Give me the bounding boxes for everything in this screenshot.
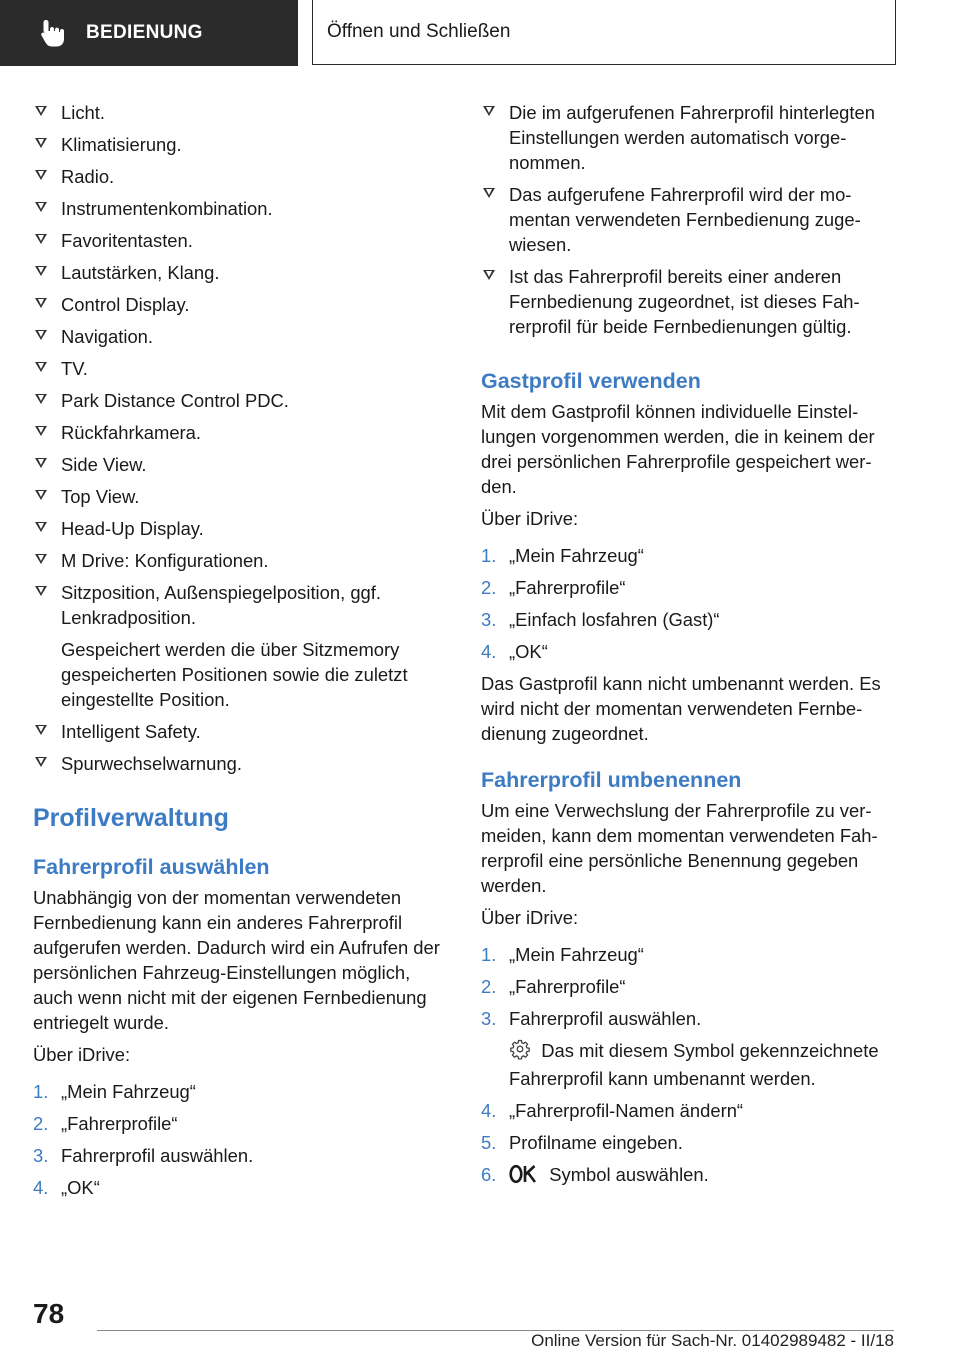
idrive-label: Über iDrive:: [33, 1044, 131, 1065]
list-item: Rückfahrkamera.: [33, 420, 448, 445]
list-item: Control Display.: [33, 292, 448, 317]
hand-pointer-icon: [40, 18, 68, 48]
list-item: 5. Profilname eingeben.: [481, 1132, 683, 1153]
triangle-bullet-icon: [35, 266, 47, 276]
list-item: 4. „Fahrerprofil-Namen ändern“: [481, 1100, 744, 1121]
list-item: Head-Up Display.: [33, 516, 448, 541]
triangle-bullet-icon: [35, 202, 47, 212]
list-item: Side View.: [33, 452, 448, 477]
list-item: Sitzposition, Außenspiegelposition, ggf. Lenkradposition. Gespeichert werden die über Sitzmemory gespeicherten Positionen sowie die zuletzt eingestellte Position.: [33, 580, 448, 712]
list-item: Park Distance Control PDC.: [33, 388, 448, 413]
numbered-list: [481, 543, 895, 664]
heading-profilverwaltung: Profilverwaltung: [33, 804, 229, 832]
list-item: Ist das Fahrerprofil bereits einer anderen Fernbedienung zugeordnet, ist dieses Fahrerprofil für beide Fernbedienungen gültig.: [481, 264, 895, 339]
list-item: 2. „Fahrerprofile“: [33, 1113, 178, 1134]
paragraph: Um eine Verwechslung der Fahrerprofile zu vermeiden, kann dem momentan verwendeten Fahrerprofil eine persönliche Benennung gegeben werden.: [481, 800, 878, 896]
triangle-bullet-icon: [35, 298, 47, 308]
chapter-title-box: [312, 0, 896, 65]
triangle-bullet-icon: [35, 394, 47, 404]
list-item: 2. „Fahrerprofile“: [481, 577, 626, 598]
triangle-bullet-icon: [35, 586, 47, 596]
numbered-list: [33, 1079, 448, 1200]
list-item: 4. „OK“: [33, 1177, 100, 1198]
list-item: Lautstärken, Klang.: [33, 260, 448, 285]
sitzmemory-note: Gespeichert werden die über Sitzmemory gespeicherten Positionen sowie die zuletzt eingestellte Position.: [61, 639, 408, 710]
left-column: [33, 100, 448, 1207]
list-item: Top View.: [33, 484, 448, 509]
list-item: Favoritentasten.: [33, 228, 448, 253]
bullet-list: [33, 100, 448, 776]
triangle-bullet-icon: [35, 522, 47, 532]
list-item: Das aufgerufene Fahrerprofil wird der momentan verwendeten Fernbedienung zugewiesen.: [481, 182, 895, 257]
section-tab: [0, 0, 298, 66]
triangle-bullet-icon: [35, 725, 47, 735]
list-item: TV.: [33, 356, 448, 381]
gear-icon: [509, 1038, 531, 1066]
page-header: [0, 0, 960, 66]
triangle-bullet-icon: [35, 554, 47, 564]
list-item: 3. „Einfach losfahren (Gast)“: [481, 609, 720, 630]
gear-note: Das mit diesem Symbol gekennzeichnete Fahrerprofil kann umbenannt werden.: [509, 1040, 879, 1089]
idrive-label: Über iDrive:: [481, 508, 579, 529]
paragraph: Mit dem Gastprofil können individuelle Einstellungen vorgenommen werden, die in keinem der drei persönlichen Fahrerprofile gespeichert werden.: [481, 401, 875, 497]
page-number: 78: [33, 1298, 65, 1329]
list-item: 1. „Mein Fahrzeug“: [481, 944, 644, 965]
triangle-bullet-icon: [483, 270, 495, 280]
triangle-bullet-icon: [35, 426, 47, 436]
list-item: Die im aufgerufenen Fahrerprofil hinterlegten Einstellungen werden automatisch vorgenommen.: [481, 100, 895, 175]
triangle-bullet-icon: [35, 458, 47, 468]
paragraph: Das Gastprofil kann nicht umbenannt werden. Es wird nicht der momentan verwendeten Fernbedienung zugeordnet.: [481, 673, 881, 744]
triangle-bullet-icon: [35, 234, 47, 244]
chapter-title: Öffnen und Schließen: [327, 21, 511, 42]
numbered-list: [481, 942, 895, 1190]
section-label: BEDIENUNG: [86, 22, 203, 43]
ok-symbol-icon: [509, 1164, 539, 1190]
list-item: Klimatisierung.: [33, 132, 448, 157]
list-item: 1. „Mein Fahrzeug“: [481, 545, 644, 566]
list-item: Navigation.: [33, 324, 448, 349]
list-item: 2. „Fahrerprofile“: [481, 976, 626, 997]
list-item: 4. „OK“: [481, 641, 548, 662]
triangle-bullet-icon: [35, 757, 47, 767]
idrive-label: Über iDrive:: [481, 907, 579, 928]
heading-gastprofil: Gastprofil verwenden: [481, 369, 701, 393]
triangle-bullet-icon: [483, 188, 495, 198]
list-item: Spurwechselwarnung.: [33, 751, 448, 776]
list-item: Radio.: [33, 164, 448, 189]
list-item: Instrumentenkombination.: [33, 196, 448, 221]
list-item: M Drive: Konfigurationen.: [33, 548, 448, 573]
triangle-bullet-icon: [35, 362, 47, 372]
triangle-bullet-icon: [483, 106, 495, 116]
list-item: 6. Symbol auswählen.: [481, 1162, 895, 1190]
triangle-bullet-icon: [35, 138, 47, 148]
triangle-bullet-icon: [35, 170, 47, 180]
triangle-bullet-icon: [35, 490, 47, 500]
list-item: 3. Fahrerprofil auswählen.: [481, 1008, 702, 1029]
list-item: 3. Fahrerprofil auswählen.: [33, 1145, 254, 1166]
heading-fahrerprofil-umbenennen: Fahrerprofil umbenennen: [481, 768, 742, 792]
heading-fahrerprofil-auswaehlen: Fahrerprofil auswählen: [33, 855, 270, 879]
paragraph: Unabhängig von der momentan verwendeten Fernbedienung kann ein anderes Fahrerprofil aufgerufen werden. Dadurch wird ein Aufrufen der persönlichen Fahrzeug-Einstellungen möglich, auch wenn nicht mit der eigenen Fernbedienung entriegelt wurde.: [33, 887, 440, 1033]
right-column: [481, 100, 895, 1197]
list-item: Licht.: [33, 100, 448, 125]
bullet-list: [481, 100, 895, 339]
list-item: 1. „Mein Fahrzeug“: [33, 1081, 196, 1102]
list-item: Intelligent Safety.: [33, 719, 448, 744]
triangle-bullet-icon: [35, 330, 47, 340]
triangle-bullet-icon: [35, 106, 47, 116]
footer-text: Online Version für Sach-Nr. 01402989482 - II/18: [531, 1331, 894, 1350]
